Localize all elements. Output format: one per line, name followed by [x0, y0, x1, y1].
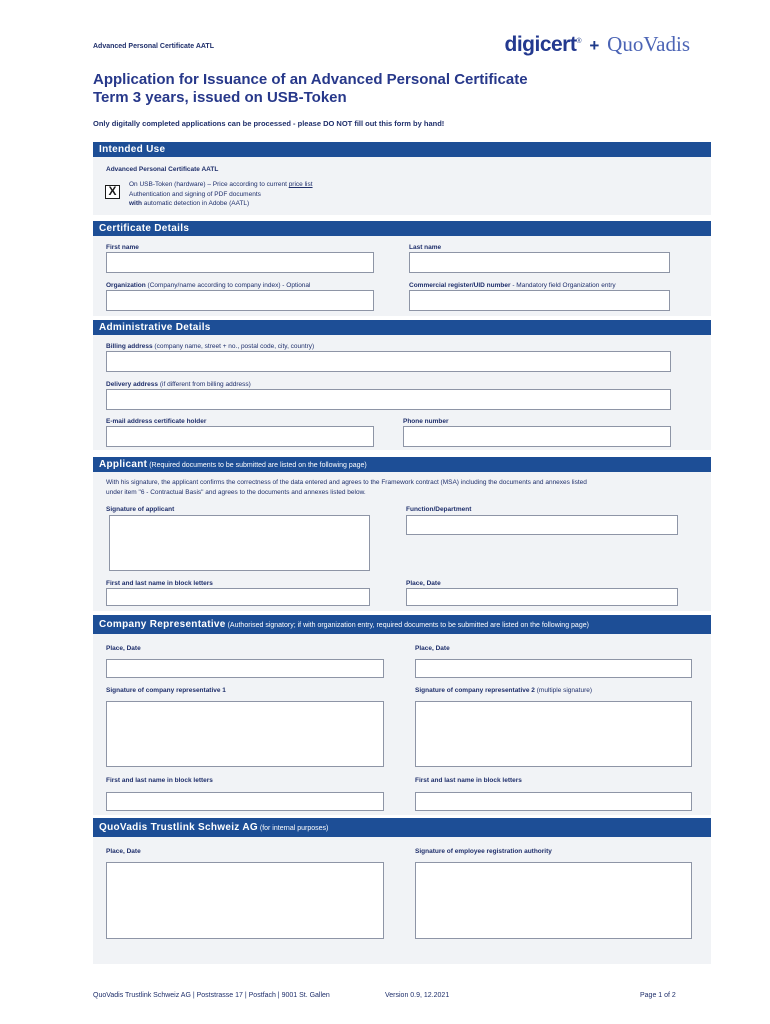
logo-plus: + — [589, 36, 600, 55]
rep1-name-label: First and last name in block letters — [106, 777, 213, 784]
billing-address-note: (company name, street + no., postal code, city, country) — [152, 343, 315, 350]
page-title — [93, 71, 528, 107]
section-company-representative — [93, 615, 711, 815]
email-label: E-mail address certificate holder — [106, 418, 207, 425]
title-line-2: Term 3 years, issued on USB-Token — [93, 89, 347, 106]
applicant-statement — [106, 478, 706, 497]
applicant-name-field[interactable] — [106, 588, 370, 606]
rep2-name-field[interactable] — [415, 792, 692, 811]
logo-registered-mark: ® — [576, 38, 582, 45]
first-name-label: First name — [106, 244, 139, 251]
intended-use-description — [129, 180, 313, 209]
rep1-signature-label: Signature of company representative 1 — [106, 687, 226, 694]
applicant-place-date-field[interactable] — [406, 588, 678, 606]
footer-version: Version 0.9, 12.2021 — [385, 992, 450, 999]
delivery-address-label-text: Delivery address — [106, 381, 159, 388]
internal-place-date-field[interactable] — [106, 862, 384, 939]
rep2-place-date-label: Place, Date — [415, 645, 450, 652]
applicant-place-date-label: Place, Date — [406, 580, 441, 587]
authentication-text: Authentication and signing of PDF documents — [129, 190, 261, 198]
applicant-name-label: First and last name in block letters — [106, 580, 213, 587]
usb-token-checkbox[interactable]: X — [105, 185, 120, 199]
first-name-field[interactable] — [106, 252, 374, 273]
logo-quovadis: QuoVadis — [607, 32, 690, 56]
applicant-signature-label: Signature of applicant — [106, 506, 175, 513]
internal-place-date-label: Place, Date — [106, 848, 141, 855]
commercial-register-label — [409, 282, 616, 289]
function-department-label: Function/Department — [406, 506, 472, 513]
employee-signature-label: Signature of employee registration authority — [415, 848, 552, 855]
product-name: Advanced Personal Certificate AATL — [106, 166, 219, 173]
commercial-register-note: - Mandatory field Organization entry — [510, 282, 616, 289]
usb-token-text: On USB-Token (hardware) – Price according to current — [129, 181, 289, 188]
applicant-heading-note: (Required documents to be submitted are listed on the following page) — [147, 462, 367, 469]
section-heading-certificate-details: Certificate Details — [93, 221, 711, 236]
section-heading-quovadis-internal — [93, 818, 711, 837]
section-administrative-details — [93, 320, 711, 450]
delivery-address-note: (if different from billing address) — [158, 381, 251, 388]
section-certificate-details — [93, 221, 711, 316]
last-name-field[interactable] — [409, 252, 670, 273]
delivery-address-label — [106, 381, 251, 388]
rep2-place-date-field[interactable] — [415, 659, 692, 678]
organization-label-text: Organization — [106, 282, 146, 289]
document-label: Advanced Personal Certificate AATL — [93, 43, 214, 50]
email-field[interactable] — [106, 426, 374, 447]
quovadis-heading-note: (for internal purposes) — [257, 825, 329, 832]
last-name-label: Last name — [409, 244, 442, 251]
section-heading-applicant — [93, 457, 711, 472]
rep1-name-field[interactable] — [106, 792, 384, 811]
form-notice: Only digitally completed applications can be processed - please DO NOT fill out this form by hand! — [93, 119, 445, 128]
organization-note: (Company/name according to company index) - Optional — [145, 282, 311, 289]
with-text: with — [129, 200, 142, 207]
rep2-name-label: First and last name in block letters — [415, 777, 522, 784]
rep2-signature-label — [415, 687, 592, 694]
phone-number-label: Phone number — [403, 418, 449, 425]
section-applicant — [93, 457, 711, 611]
function-department-field[interactable] — [406, 515, 678, 535]
delivery-address-field[interactable] — [106, 389, 671, 410]
phone-number-field[interactable] — [403, 426, 671, 447]
quovadis-heading-text: QuoVadis Trustlink Schweiz AG — [99, 822, 258, 833]
rep1-place-date-field[interactable] — [106, 659, 384, 678]
employee-signature-field[interactable] — [415, 862, 692, 939]
footer-address: QuoVadis Trustlink Schweiz AG | Poststrasse 17 | Postfach | 9001 St. Gallen — [93, 992, 330, 999]
organization-field[interactable] — [106, 290, 374, 311]
company-logo — [505, 32, 691, 57]
rep1-signature-field[interactable] — [106, 701, 384, 767]
applicant-statement-line-2: under item "6 - Contractual Basis" and agrees to the documents and annexes listed below. — [106, 488, 366, 496]
section-quovadis-internal — [93, 818, 711, 964]
section-heading-company-representative — [93, 615, 711, 634]
section-intended-use — [93, 142, 711, 215]
organization-label — [106, 282, 310, 289]
logo-digicert: digicert — [504, 33, 577, 56]
rep2-signature-field[interactable] — [415, 701, 692, 767]
applicant-statement-line-1: With his signature, the applicant confirms the correctness of the data entered and agrees to the Framework contract (MSA) including the documents and annexes listed — [106, 479, 587, 486]
section-heading-intended-use: Intended Use — [93, 142, 711, 157]
price-list-link[interactable]: price list — [288, 181, 313, 188]
company-representative-heading-text: Company Representative — [99, 619, 226, 630]
commercial-register-label-text: Commercial register/UID number — [409, 282, 511, 289]
company-representative-heading-note: (Authorised signatory; if with organization entry, required documents to be submitted are listed on the following page) — [225, 622, 589, 629]
applicant-heading-text: Applicant — [99, 459, 148, 470]
billing-address-field[interactable] — [106, 351, 671, 372]
rep1-place-date-label: Place, Date — [106, 645, 141, 652]
billing-address-label-text: Billing address — [106, 343, 153, 350]
section-heading-administrative-details: Administrative Details — [93, 320, 711, 335]
footer-page-number: Page 1 of 2 — [640, 992, 676, 999]
rep2-signature-note: (multiple signature) — [534, 687, 593, 694]
aatl-detection-text: automatic detection in Adobe (AATL) — [142, 200, 250, 207]
applicant-signature-field[interactable] — [109, 515, 370, 571]
billing-address-label — [106, 343, 314, 350]
rep2-signature-label-text: Signature of company representative 2 — [415, 687, 535, 694]
commercial-register-field[interactable] — [409, 290, 670, 311]
title-line-1: Application for Issuance of an Advanced Personal Certificate — [93, 71, 528, 88]
